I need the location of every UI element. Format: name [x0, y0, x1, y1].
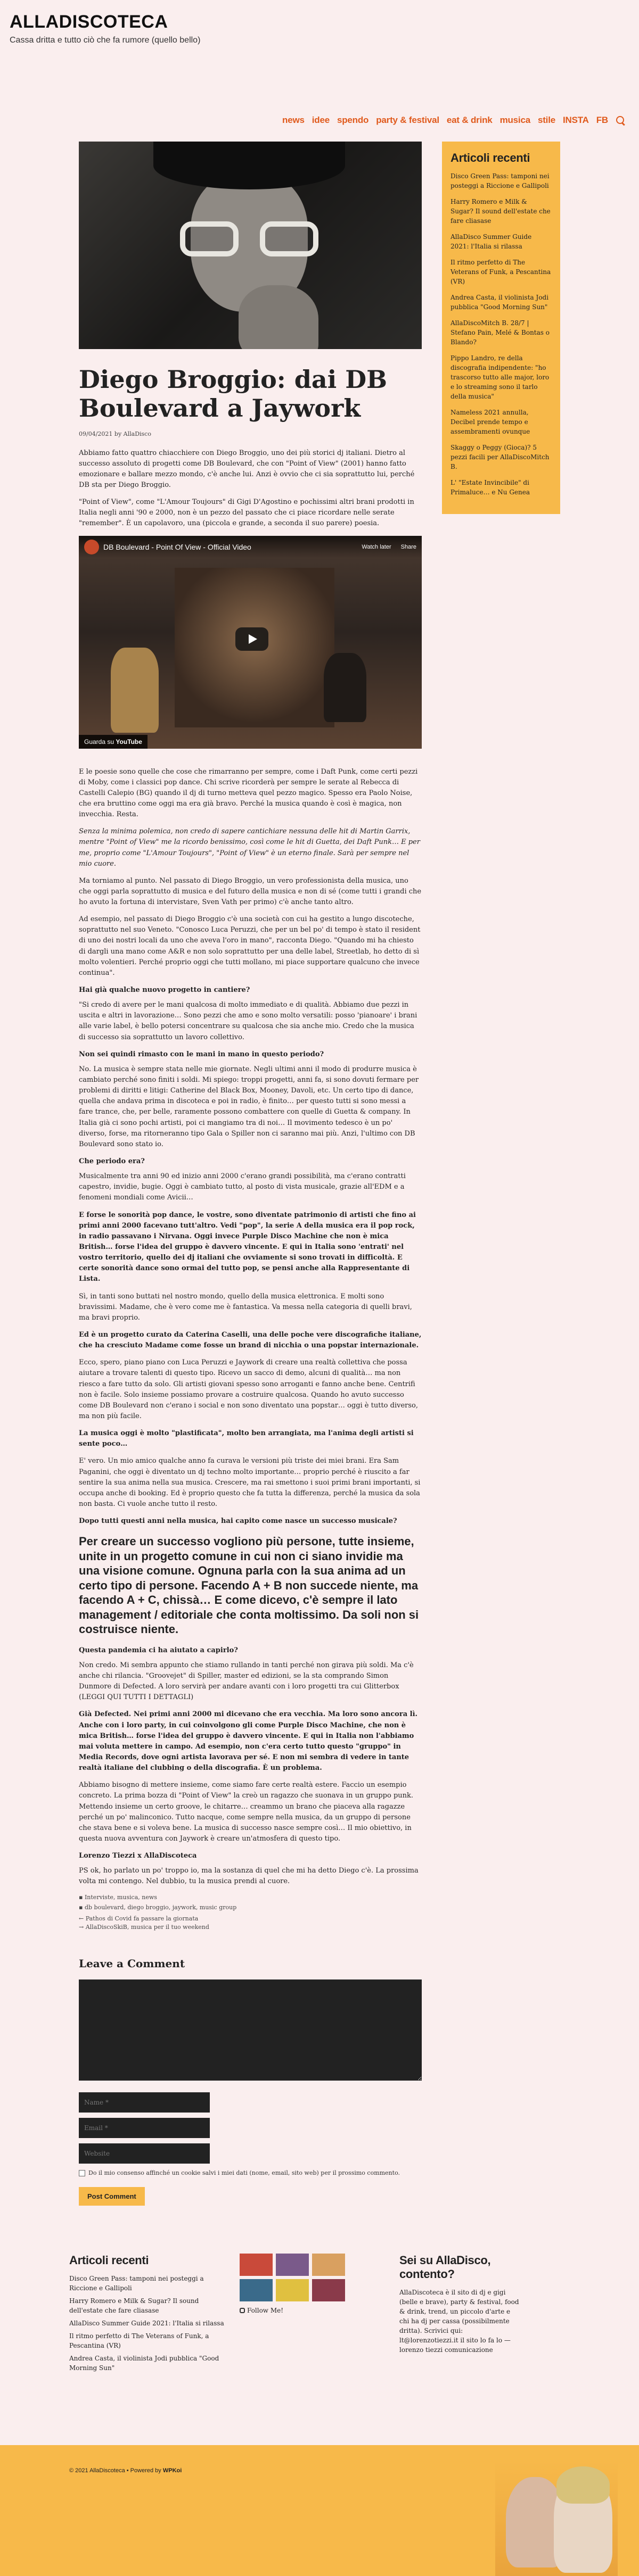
comment-textarea[interactable]: [79, 1979, 422, 2081]
post-tags: ▪ db boulevard, diego broggio, jaywork, music group: [79, 1903, 237, 1911]
channel-avatar[interactable]: [84, 540, 99, 554]
featured-image: [79, 142, 422, 349]
next-post-link[interactable]: → AllaDiscoSkiB, musica per il tuo weekend: [79, 1923, 209, 1931]
about-widget: [389, 2254, 522, 2376]
question: Lorenzo Tiezzi x AllaDiscoteca: [79, 1852, 197, 1860]
recent-post-link[interactable]: Skaggy o Peggy (Gioca)? 5 pezzi facili per AllaDiscoMitch B.: [450, 444, 550, 470]
post-categories: ▪ Interviste, musica, news: [79, 1893, 157, 1901]
nav-item-fb[interactable]: FB: [596, 115, 608, 125]
footer-widget-title: Articoli recenti: [69, 2254, 149, 2267]
instagram-thumb[interactable]: [240, 2254, 273, 2276]
wpkoi-link[interactable]: WPKoi: [162, 2467, 182, 2474]
paragraph: Ecco, spero, piano piano con Luca Peruzzi e Jaywork di creare una realtà collettiva che possa aiutare a trovare talenti di questo tipo. Ricevo un sacco di demo, alcuni di qualità… ma non riesco a fare tutto da solo. Gli artisti giovani spesso sono arroganti e fanno anche bene. Centrifi non è facile. Solo insieme possiamo provare a costruire qualcosa. Quando ho avuto successo come DB Boulevard non c'erano i social e non sono diventato una popstar… oggi è tutto diverso, ma non più facile.: [79, 1359, 418, 1420]
paragraph: Senza la minima polemica, non credo di sapere cantichiare nessuna delle hit di Martin Garrix, mentre "Point of View" me la ricordo benissimo, così come le hit di Guetta, dei Daft Punk… E per me, proprio come "L'Amour Toujours", "Point of View" è un eterno finale. Sarà per sempre nel mio cuore.: [79, 827, 420, 868]
paragraph: "Si credo di avere per le mani qualcosa di molto immediato e di qualità. Abbiamo due pezzi in uscita e altri in lavorazione… Sono pezzi che amo e sono molto versatili: posso 'pianoare' i brani alle varie label, è bello potersi concentrare su qualcosa che sia anche mio. Credo che la musica di successo sia soprattutto un lavoro collettivo.: [79, 1001, 417, 1041]
paragraph: Musicalmente tra anni 90 ed inizio anni 2000 c'erano grandi possibilità, ma c'erano contratti capestro, invidie, bugie. Oggi è cambiato tutto, al posto di vista musicale, grazie all'EDM e a fenomeni mondiali come Avicii…: [79, 1172, 406, 1202]
paragraph: Ed è un progetto curato da Caterina Caselli, una delle poche vere discografiche italiane, che ha cresciuto Madame come fosse un brand di nicchia o una popstar internazionale.: [79, 1330, 422, 1350]
comment-heading: Leave a Comment: [79, 1957, 185, 1970]
footer-credit: © 2021 AllaDiscoteca • Powered by WPKoi: [69, 2467, 182, 2474]
recent-post-link[interactable]: AllaDisco Summer Guide 2021: l'Italia si rilassa: [450, 233, 532, 250]
paragraph: E' vero. Un mio amico qualche anno fa curava le versioni più triste dei miei brani. Era Sam Paganini, che oggi è diventato un dj techno molto importante… proprio perché è riuscito a far sentire la sua anima nella sua musica. Crescere, ma rai smettono i suoi primi brani importanti, si occupa anche di booking. Ed è proprio questo che fa tutta la differenza, perché la musica da sola non basta. Ci vuole anche tutto il resto.: [79, 1457, 421, 1508]
paragraph: Già Defected. Nei primi anni 2000 mi dicevano che era vecchia. Ma loro sono ancora lì. Anche con i loro party, in cui coinvolgono gli come Purple Disco Machine, che non è mica British… forse l'idea del gruppo è davvero vincente. E qui in Italia non l'abbiamo mai voluta mettere in campo. Ad esempio, non c'era certo tutto questo "gruppo" in Media Records, dove ogni artista lavorava per sé. E non mi sembra di vedere in tante realtà italiane del clubbing o della discografia. È un problema.: [79, 1710, 418, 1772]
question: Hai già qualche nuovo progetto in cantiere?: [79, 986, 250, 995]
tag-icon: ▪: [79, 1903, 85, 1911]
footer-post-link[interactable]: Disco Green Pass: tamponi nei posteggi a Riccione e Gallipoli: [69, 2275, 204, 2292]
video-header: [79, 536, 422, 558]
instagram-icon: [240, 2308, 245, 2313]
article: [79, 142, 422, 2206]
name-field[interactable]: [79, 2092, 210, 2113]
nav-item-news[interactable]: news: [282, 115, 305, 125]
consent-label: Do il mio consenso affinché un cookie salvi i miei dati (nome, email, sito web) per il prossimo commento.: [88, 2169, 400, 2176]
recent-post-link[interactable]: Disco Green Pass: tamponi nei posteggi a Riccione e Gallipoli: [450, 172, 550, 189]
recent-post-link[interactable]: Pippo Landro, re della discografia indipendente: "ho trascorso tutto alle major, loro e lo streaming sono il tarlo della musica": [450, 354, 550, 400]
recent-post-link[interactable]: AllaDiscoMitch B. 28/7 | Stefano Pain, Melé & Bontas o Blando?: [450, 319, 550, 346]
instagram-thumb[interactable]: [312, 2254, 345, 2276]
folder-icon: ▪: [79, 1893, 85, 1901]
question: Questa pandemia ci ha aiutato a capirlo?: [79, 1646, 238, 1654]
paragraph: E le poesie sono quelle che cose che rimarranno per sempre, come i Daft Punk, come certi pezzi di Moby, come i classici pop dance. Chi scrive ricorderà per sempre le serate al Rebecca di Castelli Calepio (BG) quando il dj di turno metteva quel pezzo magico. Spesso era Paolo Noise, che era bruttino come oggi ma era già bravo. Perché la musica quando è così è magica, non invecchia. Resta.: [79, 767, 418, 819]
footer-image: [495, 2461, 618, 2576]
paragraph: PS ok, ho parlato un po' troppo io, ma la sostanza di quel che mi ha detto Diego c'è. La prossima volta mi contengo. Nel dubbio, tu la musica prendi al cuore.: [79, 1867, 419, 1886]
recent-post-link[interactable]: Harry Romero e Milk & Sugar? Il sound dell'estate che fare cliasase: [450, 198, 551, 225]
paragraph: E forse le sonorità pop dance, le vostre, sono diventate patrimonio di artisti che fino ai primi anni 2000 facevano tutt'altro. Vedi "pop", la serie A della musica era il pop rock, in radio passavano i Nirvana. Oggi invece Purple Disco Machine che non è mica British… forse l'idea del gruppo è davvero vincente. E qui in Italia sono 'entrati' nel vostro territorio, quello dei dj italiani che ovviamente si sono trovati in difficoltà. E certe sonorità dance sono ormai del tutto pop, se pensi anche alla Rappresentante di Lista.: [79, 1211, 416, 1283]
footer-post-link[interactable]: Il ritmo perfetto di The Veterans of Funk, a Pescantina (VR): [69, 2332, 209, 2350]
watch-later-button[interactable]: Watch later: [362, 543, 391, 550]
search-icon[interactable]: [616, 115, 625, 125]
site-title[interactable]: ALLADISCOTECA: [10, 12, 168, 32]
site-tagline: Cassa dritta e tutto ciò che fa rumore (quello bello): [10, 36, 201, 45]
site-header: [0, 0, 639, 125]
paragraph: Non credo. Mi sembra appunto che stiamo rullando in tanti perché non girava più soldi. Ma c'è anche chi rilancia. "Groovejet" di Spiller, master ed edizioni, se la sta comprando Simon Dunmore di Defected. A loro servirà per andare avanti con i loro progetti tra cui Glitterbox (LEGGI QUI TUTTI I DETTAGLI): [79, 1661, 414, 1702]
recent-post-link[interactable]: Il ritmo perfetto di The Veterans of Funk, a Pescantina (VR): [450, 259, 551, 285]
comment-form: [79, 1957, 422, 2206]
instagram-thumb[interactable]: [312, 2279, 345, 2301]
instagram-widget: [229, 2254, 389, 2376]
post-body-continued: [79, 767, 422, 1887]
paragraph: Abbiamo fatto quattro chiacchiere con Diego Broggio, uno dei più storici dj italiani. Dietro al successo assoluto di progetti come DB Boulevard, che con "Point of View" (2001) hanno fatto emozionare e ballare mezzo mondo, c'è anche lui. Anzi è ovvio che ci sia soprattutto lui, perché DB sta per Diego Broggio.: [79, 449, 415, 489]
main-nav: [282, 115, 625, 126]
watch-on-youtube-button[interactable]: [79, 735, 148, 749]
youtube-embed[interactable]: [79, 536, 422, 749]
paragraph: "Point of View", come "L'Amour Toujours" di Gigi D'Agostino e pochissimi altri brani prodotti in Italia negli anni '90 e 2000, non è un pezzo del passato che ci piace ricordare nelle serate "remember". È un capolavoro, una (piccola e grande, a seconda il suo parere) poesia.: [79, 498, 414, 528]
follow-link[interactable]: Follow Me!: [240, 2307, 389, 2314]
instagram-thumb[interactable]: [276, 2254, 309, 2276]
video-title[interactable]: DB Boulevard - Point Of View - Official Video: [103, 542, 251, 551]
paragraph: Abbiamo bisogno di mettere insieme, come siamo fare certe realtà estere. Faccio un esempio concreto. La prima bozza di "Point of View" la creò un ragazzo che suonava in un gruppo punk. Mettendo insieme un certo groove, le chitarre… creammo un brano che piaceva alla ragazze perché un po' malinconico. Tutto nacque, come sempre nella musica, da un gruppo di persone che stava bene e si voleva bene. La musica di successo nasce sempre così… Il mio obiettivo, in questa nuova avventura con Jaywork è creare un'atmosfera di questo tipo.: [79, 1781, 414, 1843]
paragraph: La musica oggi è molto "plastificata", molto ben arrangiata, ma l'anima degli artisti si sente poco…: [79, 1429, 414, 1448]
email-field[interactable]: [79, 2118, 210, 2138]
watch-on-label: Guarda su: [84, 738, 114, 746]
post-meta: 09/04/2021 by AllaDisco: [79, 430, 151, 437]
youtube-logo: YouTube: [116, 738, 142, 746]
recent-posts-widget: [442, 142, 560, 514]
post-body: [79, 448, 422, 1887]
instagram-thumb[interactable]: [240, 2279, 273, 2301]
paragraph: Ad esempio, nel passato di Diego Broggio c'è una società con cui ha gestito a lungo discoteche, soprattutto nel suo Veneto. "Conosco Luca Peruzzi, che per un bel po' di tempo è stato il resident di uno dei nostri locali da uno che aveva l'oro in mano", racconta Diego. "Quando mi ha chiesto di dargli una mano come A&R e non solo soprattutto per una delle label, Streetlab, ho detto di sì molto volentieri. Perché proprio oggi che tutti mollano, mi piace supportare qualcuno che invece continua".: [79, 915, 421, 977]
paragraph: No. La musica è sempre stata nelle mie giornate. Negli ultimi anni il modo di produrre musica è cambiato perché sono finiti i soldi. Mi spiego: troppi progetti, anni fa, si sono dovuti fermare per problemi di diritti e litigi: Catherine del Black Box, Mooney, Davoli, etc. Un certo tipo di dance, quella che andava prima in discoteca e poi in radio, è finito… per questo tutti si sono messi a fare trance, che, per belle, raramente possono combattere con quelle di Guetta & company. In Italia già ci sono pochi artisti, poi ci mangiamo tra di noi… Il movimento tedesco è un po' diverso, forse, ma ritorneranno tipo Gala o Spiller non ci saranno mai più. Anzi, l'ultimo con DB Boulevard sono stato io.: [79, 1065, 419, 1148]
website-field[interactable]: [79, 2143, 210, 2164]
sidebar: [442, 142, 560, 2206]
consent-row: [79, 2169, 422, 2178]
paragraph: Ma torniamo al punto. Nel passato di Diego Broggio, un vero professionista della musica, uno che oggi parla soprattutto di musica e del futuro della musica e non di sé (come tutti i grandi che ho avuto la fortuna di intervistare, Sven Vath per primo) c'è anche tanto altro.: [79, 876, 422, 907]
footer-widgets: [0, 2206, 639, 2376]
share-button[interactable]: Share: [400, 543, 416, 550]
footer-recent-posts: [69, 2254, 229, 2376]
page-layout: [0, 122, 639, 2206]
recent-post-link[interactable]: Andrea Casta, il violinista Jodi pubblica "Good Morning Sun": [450, 294, 549, 311]
question: Che periodo era?: [79, 1157, 145, 1166]
question: Non sei quindi rimasto con le mani in mano in questo periodo?: [79, 1050, 324, 1058]
paragraph: Sì, in tanti sono buttati nel nostro mondo, quello della musica elettronica. E molti sono bravissimi. Madame, che è vero come me è fantastica. Va messa nella categoria di quelli bravi, ma bravi proprio.: [79, 1292, 412, 1322]
consent-checkbox[interactable]: [79, 2170, 85, 2176]
post-comment-button[interactable]: Post Comment: [79, 2187, 145, 2206]
nav-item-stile[interactable]: stile: [537, 115, 555, 125]
question: Dopo tutti questi anni nella musica, hai capito come nasce un successo musicale?: [79, 1517, 397, 1526]
widget-title: Articoli recenti: [450, 151, 530, 164]
about-text: AllaDiscoteca è il sito di dj e gigi (belle e brave), party & festival, food & drink, trend, un piccolo d'arte e chi ha dj per cassa (possibilmente dritta). Scrivici qui: lt@lorenzotiezzi.it il sito lo fa lo — lorenzo tiezzi comunicazione: [399, 2289, 519, 2354]
site-footer: [0, 2445, 639, 2576]
recent-post-link[interactable]: L' "Estate Invincibile" di Primaluce… e Nu Genea: [450, 479, 530, 496]
recent-post-link[interactable]: Nameless 2021 annulla, Decibel prende tempo e assembramenti ovunque: [450, 409, 530, 435]
nav-item-spendo[interactable]: spendo: [337, 115, 369, 125]
nav-item-musica[interactable]: musica: [499, 115, 530, 125]
pull-quote: Per creare un successo vogliono più persone, tutte insieme, unite in un progetto comune in cui non ci siano invidie ma una visione comune. Ognuna parla con la sua anima ad un certo tipo di persone. Facendo A + B non succede niente, ma facendo A + C, chissà… E come dicevo, c'è sempre il lato management / editoriale che conta moltissimo. Da soli non si costruisce niente.: [79, 1535, 419, 1636]
instagram-thumb[interactable]: [276, 2279, 309, 2301]
nav-item-eat-drink[interactable]: eat & drink: [446, 115, 493, 125]
nav-item-idee[interactable]: idee: [312, 115, 330, 125]
prev-post-link[interactable]: ← Pathos di Covid fa passare la giornata: [79, 1915, 199, 1922]
nav-item-party-festival[interactable]: party & festival: [376, 115, 439, 125]
post-navigation: [79, 1915, 422, 1931]
nav-item-insta[interactable]: INSTA: [562, 115, 589, 125]
footer-post-link[interactable]: AllaDisco Summer Guide 2021: l'Italia si rilassa: [69, 2320, 224, 2327]
footer-post-link[interactable]: Andrea Casta, il violinista Jodi pubblica "Good Morning Sun": [69, 2355, 219, 2372]
post-title: Diego Broggio: dai DB Boulevard a Jaywork: [79, 365, 387, 423]
play-icon[interactable]: [235, 627, 268, 651]
footer-widget-title: Sei su AllaDisco, contento?: [399, 2254, 491, 2281]
footer-post-link[interactable]: Harry Romero e Milk & Sugar? Il sound dell'estate che fare cliasase: [69, 2297, 199, 2315]
